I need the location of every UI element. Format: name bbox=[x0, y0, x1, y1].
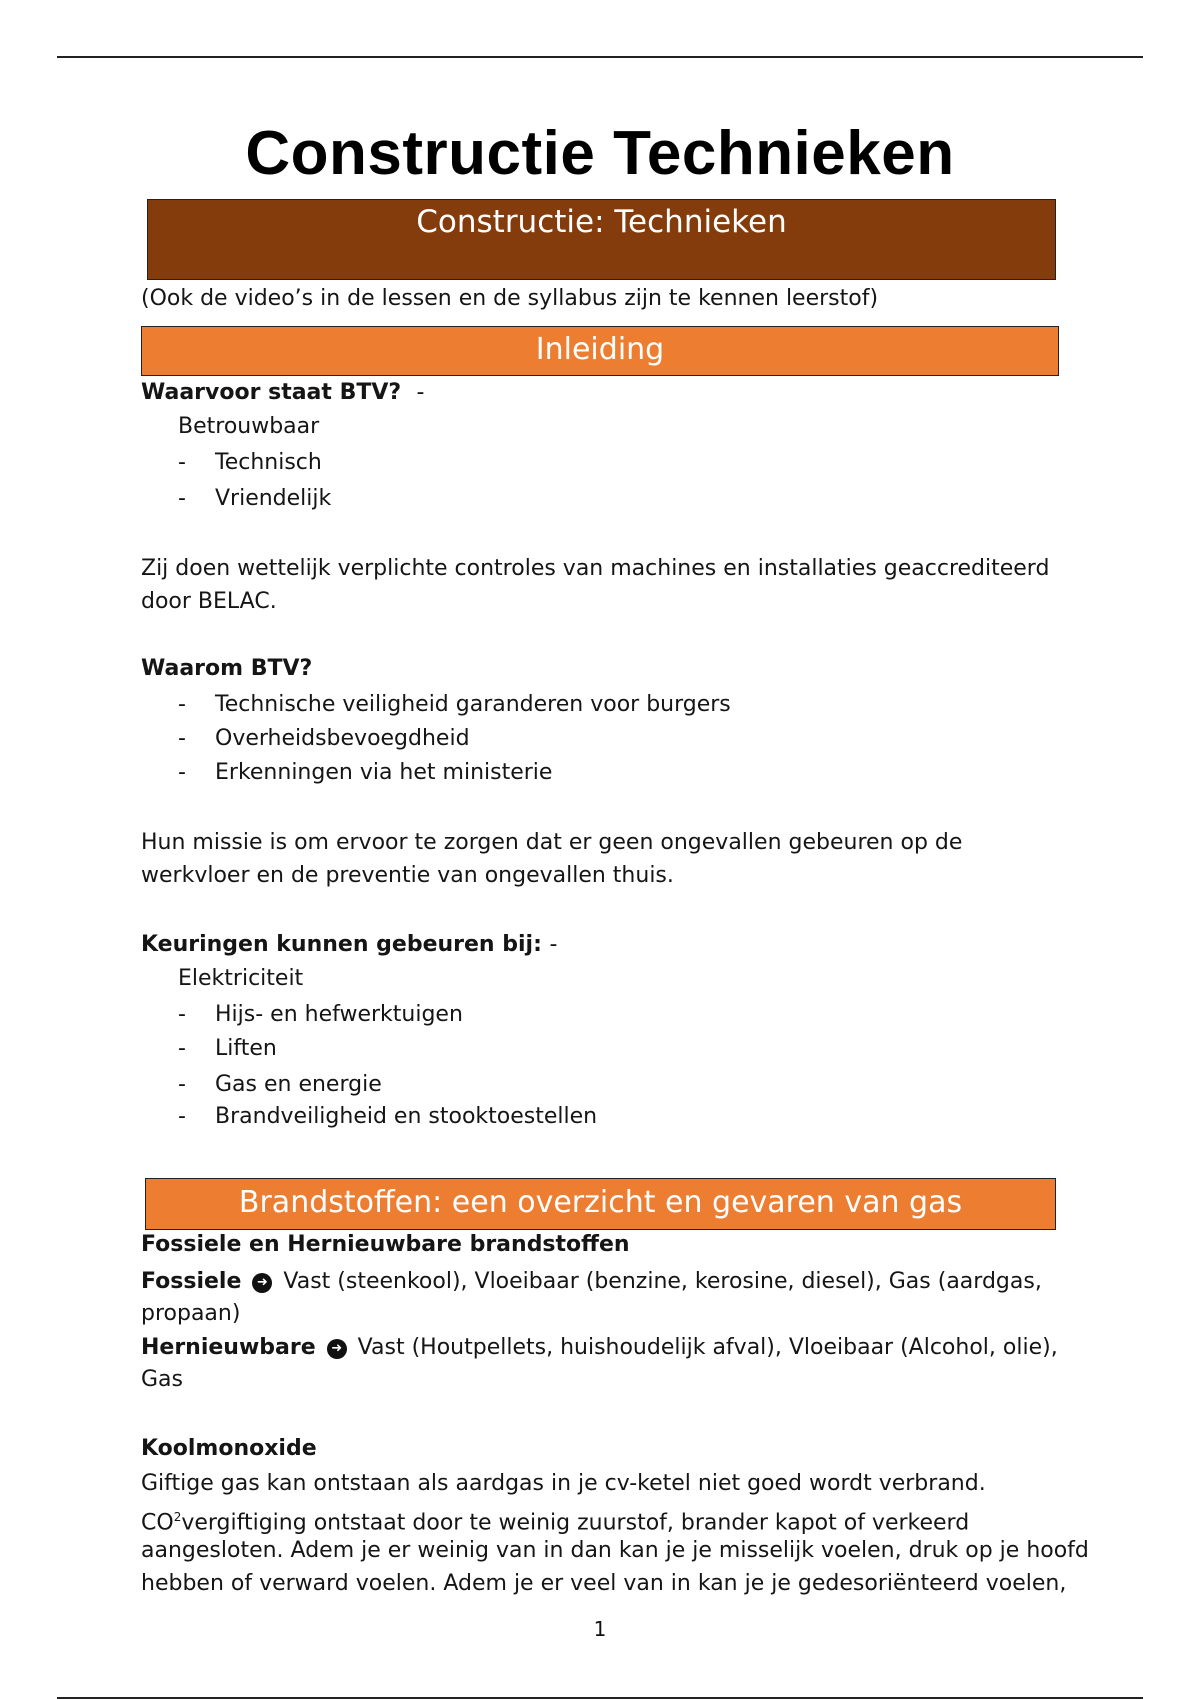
waarom-item: Overheidsbevoegdheid bbox=[215, 726, 470, 751]
top-rule bbox=[57, 56, 1143, 58]
waarom-item: Erkenningen via het ministerie bbox=[215, 760, 553, 785]
dash-marker: - bbox=[178, 1002, 186, 1027]
keuringen-item: Brandveiligheid en stooktoestellen bbox=[215, 1104, 598, 1129]
dash-marker: - bbox=[178, 726, 186, 751]
arrow-right-icon: ➜ bbox=[252, 1273, 272, 1293]
btv-question bbox=[141, 376, 424, 409]
hernieuwbare-line bbox=[141, 1331, 1058, 1364]
co-text: CO bbox=[141, 1510, 174, 1536]
hernieuwbare-text: Vast (Houtpellets, huishoudelijk afval), Vloeibaar (Alcohol, olie), bbox=[357, 1335, 1058, 1360]
btv-item-technisch: Technisch bbox=[215, 450, 322, 475]
section-header-inleiding: Inleiding bbox=[141, 326, 1059, 376]
bottom-rule bbox=[57, 1697, 1143, 1699]
keuringen-heading-text: Keuringen kunnen gebeuren bij: bbox=[141, 932, 542, 957]
keuringen-item: Liften bbox=[215, 1036, 277, 1061]
dash-marker: - bbox=[178, 1104, 186, 1129]
dash-marker: - bbox=[178, 486, 186, 511]
dash-marker: - bbox=[178, 692, 186, 717]
dash-marker: - bbox=[416, 380, 425, 405]
fossiele-text: Vast (steenkool), Vloeibaar (benzine, kerosine, diesel), Gas (aardgas, bbox=[283, 1269, 1042, 1294]
dash-marker: - bbox=[178, 1036, 186, 1061]
dash-marker: - bbox=[549, 932, 558, 957]
dash-marker: - bbox=[178, 450, 186, 475]
koolmonoxide-heading: Koolmonoxide bbox=[141, 1436, 317, 1461]
dash-marker: - bbox=[178, 1072, 186, 1097]
hernieuwbare-line-cont: Gas bbox=[141, 1367, 183, 1392]
hernieuwbare-label: Hernieuwbare bbox=[141, 1335, 316, 1360]
paragraph-missie: Hun missie is om ervoor te zorgen dat er geen ongevallen gebeuren op de werkvloer en de preventie van ongevallen thuis. bbox=[141, 830, 963, 888]
fossiel-heading: Fossiele en Hernieuwbare brandstoffen bbox=[141, 1232, 630, 1257]
koolmonoxide-line: hebben of verward voelen. Adem je er veel van in kan je je gedesoriënteerd voelen, bbox=[141, 1571, 1067, 1596]
superscript: 2 bbox=[173, 1510, 182, 1524]
btv-item-vriendelijk: Vriendelijk bbox=[215, 486, 332, 511]
koolmonoxide-text: vergiftiging ontstaat door te weinig zuurstof, brander kapot of verkeerd bbox=[181, 1510, 970, 1536]
koolmonoxide-line: Giftige gas kan ontstaan als aardgas in je cv-ketel niet goed wordt verbrand. bbox=[141, 1471, 986, 1496]
fossiele-line bbox=[141, 1265, 1042, 1298]
btv-item-betrouwbaar: Betrouwbaar bbox=[178, 414, 320, 439]
fossiele-line-cont: propaan) bbox=[141, 1301, 241, 1326]
keuringen-item-elektriciteit: Elektriciteit bbox=[178, 966, 304, 991]
fossiele-label: Fossiele bbox=[141, 1269, 242, 1294]
title-banner bbox=[147, 199, 1056, 280]
banner-text: Constructie: Technieken bbox=[416, 204, 787, 240]
page-number: 1 bbox=[593, 1617, 607, 1641]
keuringen-item: Hijs- en hefwerktuigen bbox=[215, 1002, 463, 1027]
dash-marker: - bbox=[178, 760, 186, 785]
koolmonoxide-line: aangesloten. Adem je er weinig van in dan kan je je misselijk voelen, druk op je hoofd bbox=[141, 1538, 1089, 1563]
keuringen-heading bbox=[141, 928, 558, 961]
document-title: Constructie Technieken bbox=[245, 119, 955, 188]
paragraph-controles: Zij doen wettelijk verplichte controles van machines en installaties geaccrediteerd door BELAC. bbox=[141, 556, 1050, 614]
waarom-heading: Waarom BTV? bbox=[141, 656, 313, 681]
btv-question-text: Waarvoor staat BTV? bbox=[141, 380, 402, 405]
keuringen-item: Gas en energie bbox=[215, 1072, 382, 1097]
arrow-right-icon: ➜ bbox=[327, 1339, 347, 1359]
syllabus-note: (Ook de video’s in de lessen en de syllabus zijn te kennen leerstof) bbox=[141, 286, 879, 311]
section-header-brandstoffen: Brandstoffen: een overzicht en gevaren van gas bbox=[145, 1178, 1056, 1230]
waarom-item: Technische veiligheid garanderen voor burgers bbox=[215, 692, 731, 717]
